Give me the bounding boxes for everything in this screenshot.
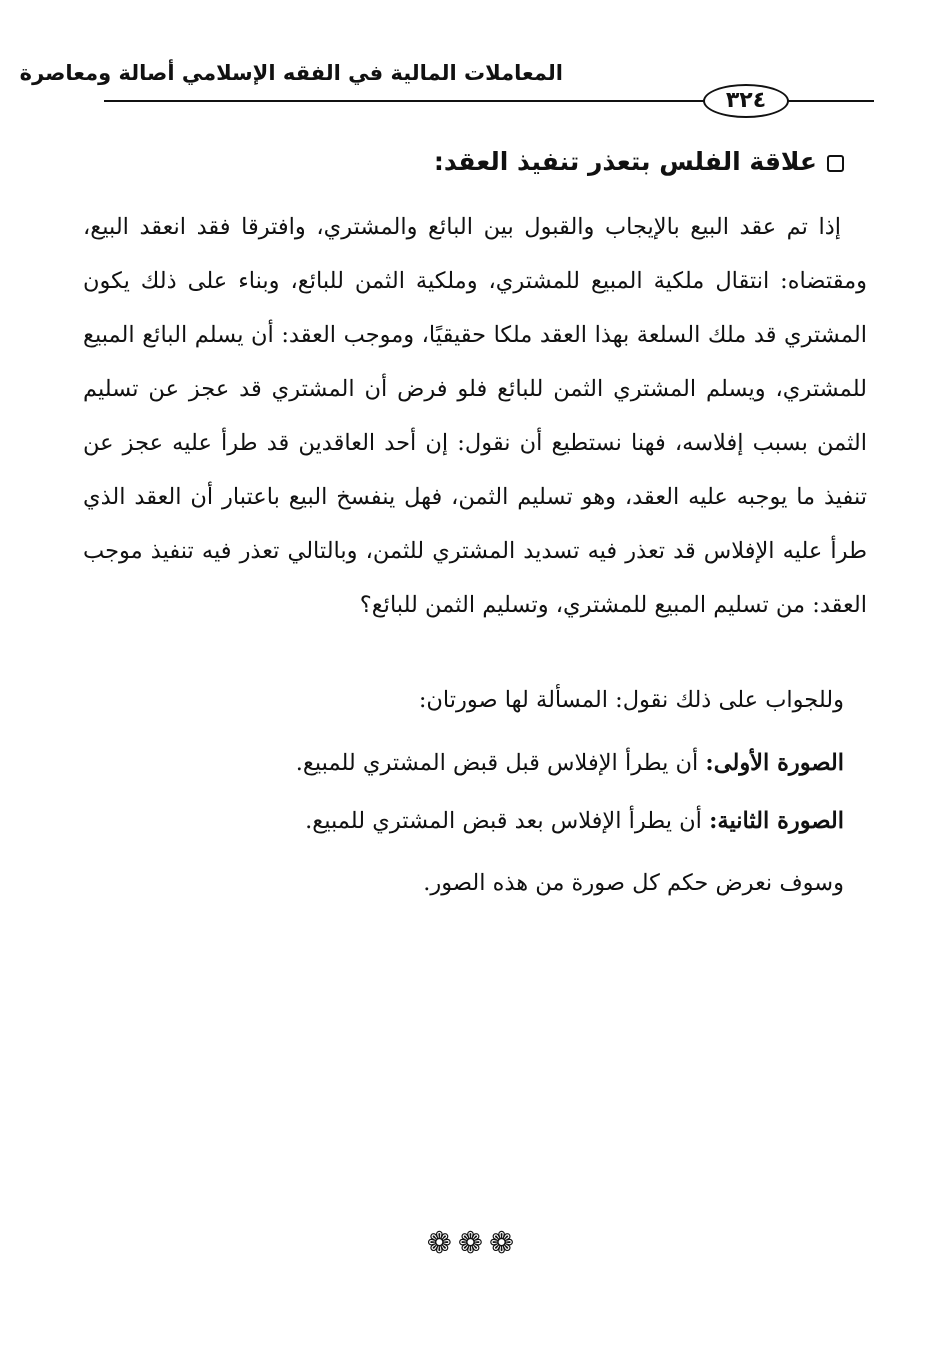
- case-two-text: أن يطرأ الإفلاس بعد قبض المشتري للمبيع.: [305, 808, 710, 834]
- case-one-text: أن يطرأ الإفلاس قبل قبض المشتري للمبيع.: [295, 750, 706, 776]
- body-paragraph: إذا تم عقد البيع بالإيجاب والقبول بين البائع والمشتري، وافترقا فقد انعقد البيع، ومقتضاه: انتقال ملكية المبيع للمشتري، وملكية الثمن للبائع، وبناء على ذلك يكون المشتري قد ملك السلعة بهذا العقد ملكا حقيقيًا، وموجب العقد: أن يسلم البائع المبيع للمشتري، ويسلم المشتري الثمن للبائع فلو فرض أن المشتري قد عجز عن تسليم الثمن بسبب إفلاسه، فهنا نستطيع أن نقول: إن أحد العاقدين قد طرأ عليه عجز عن تنفيذ ما يوجبه عليه العقد، وهو تسليم الثمن، فهل ينفسخ البيع باعتبار أن العقد الذي طرأ عليه الإفلاس قد تعذر فيه تسديد المشتري للثمن، وبالتالي تعذر فيه تنفيذ موجب العقد: من تسليم المبيع للمشتري، وتسليم الثمن للبائع؟: [83, 214, 867, 618]
- section-heading-text: علاقة الفلس بتعذر تنفيذ العقد:: [433, 147, 817, 176]
- case-one: [60, 740, 844, 786]
- end-ornament: ❁❁❁: [426, 1226, 521, 1261]
- case-one-label: الصورة الأولى:: [705, 750, 844, 776]
- page-number: ٣٢٤: [703, 84, 789, 118]
- answer-intro: وللجواب على ذلك نقول: المسألة لها صورتان:: [418, 687, 844, 713]
- closing-line: وسوف نعرض حكم كل صورة من هذه الصور.: [423, 870, 844, 896]
- section-heading: [244, 143, 844, 181]
- checkbox-icon: [827, 155, 844, 172]
- running-title: المعاملات المالية في الفقه الإسلامي أصالة ومعاصرة: [19, 61, 563, 85]
- case-two-label: الصورة الثانية:: [709, 808, 844, 834]
- case-two: [60, 798, 844, 844]
